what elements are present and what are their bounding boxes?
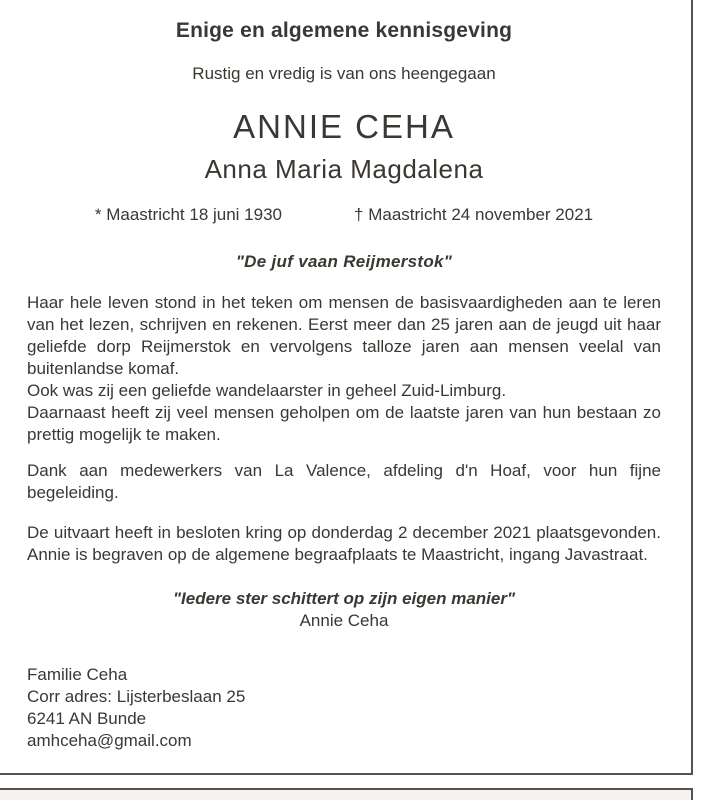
died-cross-symbol: † bbox=[354, 205, 364, 224]
obituary-body bbox=[27, 292, 661, 566]
deceased-full-name: Anna Maria Magdalena bbox=[204, 154, 484, 184]
closing-quote: "Iedere ster schittert op zijn eigen manier" bbox=[172, 589, 516, 608]
contact-postal-city: 6241 AN Bunde bbox=[27, 709, 147, 728]
next-announcement-preview bbox=[0, 788, 693, 800]
death-date bbox=[354, 204, 593, 225]
birth-date bbox=[95, 204, 282, 225]
contact-block bbox=[27, 664, 661, 752]
birth-date-text: Maastricht 18 juni 1930 bbox=[106, 205, 283, 224]
body-paragraph: Ook was zij een geliefde wandelaarster in geheel Zuid-Limburg. bbox=[27, 381, 507, 400]
contact-email: amhceha@gmail.com bbox=[27, 731, 192, 750]
announcement-intro: Rustig en vredig is van ons heengegaan bbox=[192, 64, 496, 83]
life-dates-row bbox=[27, 204, 661, 225]
deceased-name: ANNIE CEHA bbox=[233, 108, 455, 145]
body-paragraph-thanks: Dank aan medewerkers van La Valence, afdeling d'n Hoaf, voor hun fijne begeleiding. bbox=[27, 461, 661, 502]
nickname-quote: "De juf vaan Reijmerstok" bbox=[235, 252, 453, 271]
death-date-text: Maastricht 24 november 2021 bbox=[368, 205, 594, 224]
closing-quote-attribution: Annie Ceha bbox=[299, 611, 389, 630]
announcement-header: Enige en algemene kennisgeving bbox=[175, 19, 513, 42]
body-paragraph: Daarnaast heeft zij veel mensen geholpen om de laatste jaren van hun bestaan zo prettig mogelijk te maken. bbox=[27, 403, 661, 444]
body-paragraph-funeral: De uitvaart heeft in besloten kring op donderdag 2 december 2021 plaatsgevonden. Annie is begraven op de algemene begraafplaats te Maastricht, ingang Javastraat. bbox=[27, 523, 661, 564]
contact-address: Corr adres: Lijsterbeslaan 25 bbox=[27, 687, 246, 706]
born-star-symbol: * bbox=[94, 205, 102, 224]
contact-family-name: Familie Ceha bbox=[27, 665, 128, 684]
body-paragraph: Haar hele leven stond in het teken om mensen de basisvaardigheden aan te leren van het lezen, schrijven en rekenen. Eerst meer dan 25 jaren aan de jeugd uit haar geliefde dorp Reijmerstok en vervolgens talloze jaren aan mensen veelal van buitenlandse komaf. bbox=[27, 293, 661, 378]
